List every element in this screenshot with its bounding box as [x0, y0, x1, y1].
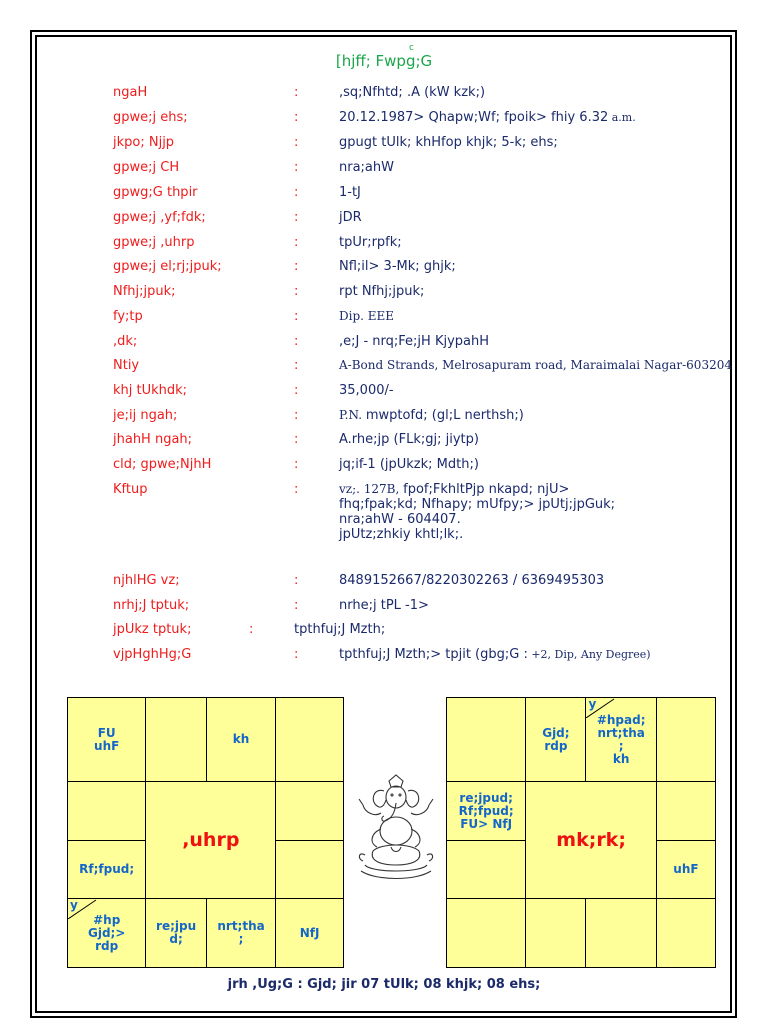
detail-value-text: Nfl;il> 3-Mk; ghjk;: [339, 259, 456, 274]
detail-value: [339, 573, 604, 588]
rasi-cell-text: kh: [232, 732, 250, 746]
detail-value-text: tpthfuj;J Mzth;> tpjit (gbg;G :: [339, 647, 528, 662]
detail-label: njhlHG vz;: [113, 573, 180, 588]
detail-label: cld; gpwe;NjhH: [113, 457, 212, 472]
detail-label: Ntiy: [113, 358, 140, 373]
detail-label: jhahH ngah;: [113, 432, 193, 447]
detail-colon: :: [294, 259, 299, 274]
rasi-cell-1-3: [276, 782, 344, 841]
detail-value: [339, 647, 651, 662]
page-title: [0, 43, 768, 70]
detail-label: Kftup: [113, 482, 148, 497]
detail-label: gpwe;j ehs;: [113, 110, 188, 125]
detail-row: [0, 259, 768, 279]
detail-value-text: ,e;J - nrq;Fe;jH KjypahH: [339, 334, 490, 349]
detail-colon: :: [294, 573, 299, 588]
navamsa-cell-3-1: [526, 899, 586, 968]
detail-value-text: fpof;FkhltPjp nkapd; njU>: [403, 482, 570, 497]
dasa-balance-footer: jrh ,Ug;G : Gjd; jir 07 tUlk; 08 khjk; 08 ehs;: [227, 977, 541, 992]
navamsa-chart: [446, 697, 716, 968]
detail-colon: :: [294, 284, 299, 299]
detail-colon: :: [294, 135, 299, 150]
detail-value-suffix: +2, Dip, Any Degree): [527, 648, 651, 661]
ganesha-illustration: [351, 773, 441, 883]
detail-row: [0, 358, 768, 378]
detail-row: [0, 110, 768, 130]
detail-value: [339, 259, 456, 274]
detail-value: [339, 457, 479, 472]
detail-value-prefix: P.N.: [339, 408, 366, 422]
detail-row: [0, 210, 768, 230]
rasi-cell-3-3: [276, 899, 344, 968]
detail-row: [0, 135, 768, 155]
detail-label: ngaH: [113, 85, 148, 100]
detail-colon: :: [294, 185, 299, 200]
detail-value: [339, 482, 615, 542]
detail-label: vjpHghHg;G: [113, 647, 192, 662]
rasi-cell-2-3: [276, 841, 344, 899]
detail-row: [0, 85, 768, 105]
navamsa-cell-3-3: [656, 899, 715, 968]
detail-value-text: tpUr;rpfk;: [339, 235, 402, 250]
rasi-cell-text: #hp Gjd;> rdp: [87, 912, 126, 953]
detail-value-text: A.rhe;jp (FLk;gj; jiytp): [339, 432, 479, 447]
detail-label: gpwe;j ,uhrp: [113, 235, 195, 250]
detail-label: fy;tp: [113, 309, 143, 324]
detail-value-text: jq;if-1 (jpUkzk; Mdth;): [339, 457, 479, 472]
detail-label: jkpo; Njjp: [113, 135, 175, 150]
rasi-cell-0-1: [146, 698, 206, 782]
detail-row: [0, 383, 768, 403]
rasi-cell-text: FU uhF: [94, 725, 120, 753]
detail-row: [0, 432, 768, 452]
rasi-cell-3-1: [146, 899, 206, 968]
detail-colon: :: [294, 482, 299, 497]
detail-value-text: gpugt tUlk; khHfop khjk; 5-k; ehs;: [339, 135, 558, 150]
navamsa-cell-text: re;jpud; Rf;fpud; FU> NfJ: [458, 790, 514, 831]
address-line: nra;ahW - 604407.: [339, 512, 461, 527]
detail-value: [339, 210, 362, 225]
detail-colon: :: [294, 383, 299, 398]
detail-value-text: 35,000/-: [339, 383, 394, 398]
rasi-chart: [67, 697, 344, 968]
rasi-center: [146, 782, 276, 899]
detail-value-prefix: vz;. 127B,: [339, 482, 404, 496]
detail-row: [0, 647, 768, 667]
detail-value: [339, 432, 479, 447]
detail-value-suffix: a.m.: [608, 111, 636, 124]
navamsa-cell-2-0: [447, 841, 526, 899]
rasi-cell-text: nrt;tha ;: [217, 919, 265, 946]
detail-value: [339, 383, 394, 398]
detail-row: [0, 235, 768, 255]
address-line: fhq;fpak;kd; Nfhapy; mUfpy;> jpUtj;jpGuk;: [339, 497, 616, 512]
detail-value-text: rpt Nfhj;jpuk;: [339, 284, 425, 299]
navamsa-cell-0-1: [526, 698, 586, 782]
detail-row: [0, 408, 768, 428]
detail-value: [339, 160, 394, 175]
detail-label: je;ij ngah;: [113, 408, 178, 423]
rasi-cell-0-3: [276, 698, 344, 782]
detail-colon: :: [294, 457, 299, 472]
rasi-cell-text: Rf;fpud;: [79, 862, 135, 876]
detail-value-text: A-Bond Strands, Melrosapuram road, Maraimalai Nagar-603204: [339, 358, 732, 372]
detail-label: nrhj;J tptuk;: [113, 598, 190, 613]
navamsa-cell-3-2: [586, 899, 656, 968]
rasi-cell-1-0: [68, 782, 146, 841]
detail-value: [339, 235, 402, 250]
navamsa-cell-1-0: [447, 782, 526, 841]
detail-colon: :: [294, 85, 299, 100]
navamsa-center-label: mk;rk;: [556, 828, 626, 851]
detail-value-text: mwptofd; (gl;L nerthsh;): [365, 408, 524, 423]
detail-colon: :: [249, 622, 254, 637]
detail-value-text: 1-tJ: [339, 185, 361, 200]
detail-row: [0, 573, 768, 593]
detail-value-text: ,sq;Nfhtd; .A (kW kzk;): [339, 85, 486, 100]
detail-label: gpwe;j el;rj;jpuk;: [113, 259, 222, 274]
detail-value: [339, 598, 429, 613]
detail-value: [339, 358, 732, 372]
navamsa-cell-mark: y: [588, 697, 597, 711]
detail-value: [339, 85, 485, 100]
detail-label: gpwe;j CH: [113, 160, 180, 175]
rasi-cell-mark: y: [70, 898, 78, 912]
detail-value-text: 8489152667/8220302263 / 6369495303: [339, 573, 605, 588]
detail-colon: :: [294, 408, 299, 423]
detail-value: [339, 135, 558, 150]
navamsa-cell-text: uhF: [673, 862, 699, 876]
detail-colon: :: [294, 309, 299, 324]
detail-row: [0, 284, 768, 304]
rasi-cell-3-2: [206, 899, 275, 968]
detail-label: jpUkz tptuk;: [113, 622, 192, 637]
detail-colon: :: [294, 160, 299, 175]
rasi-cell-text: NfJ: [299, 925, 320, 940]
detail-colon: :: [294, 210, 299, 225]
detail-colon: :: [294, 235, 299, 250]
address-line: jpUtz;zhkiy khtl;lk;.: [339, 527, 464, 542]
navamsa-cell-text: Gjd; rdp: [542, 725, 570, 753]
detail-row: [0, 185, 768, 205]
rasi-cell-2-0: [68, 841, 146, 899]
detail-row: [0, 598, 768, 618]
navamsa-cell-0-2: [586, 698, 656, 782]
detail-value: [339, 309, 394, 323]
detail-colon: :: [294, 432, 299, 447]
navamsa-center: [526, 782, 657, 899]
rasi-cell-0-0: [68, 698, 146, 782]
detail-value-text: tpthfuj;J Mzth;: [294, 622, 386, 637]
detail-colon: :: [294, 647, 299, 662]
navamsa-cell-2-3: [656, 841, 715, 899]
detail-label: gpwg;G thpir: [113, 185, 198, 200]
detail-row: [0, 334, 768, 354]
detail-value: [339, 408, 524, 423]
detail-value-text: nrhe;j tPL -1>: [339, 598, 429, 613]
detail-value-text: 20.12.1987> Qhapw;Wf; fpoik> fhiy 6.32: [339, 110, 609, 125]
detail-colon: :: [294, 358, 299, 373]
rasi-center-label: ,uhrp: [182, 828, 240, 851]
rasi-cell-3-0: [68, 899, 146, 968]
navamsa-cell-0-3: [656, 698, 715, 782]
rasi-cell-text: re;jpu d;: [156, 919, 197, 946]
detail-label: gpwe;j ,yf;fdk;: [113, 210, 206, 225]
detail-value-text: Dip. EEE: [339, 309, 395, 323]
navamsa-cell-text: #hpad; nrt;tha ; kh: [596, 712, 646, 766]
detail-row: [0, 309, 768, 329]
detail-label: khj tUkhdk;: [113, 383, 188, 398]
detail-row: [0, 457, 768, 477]
detail-value: [294, 622, 385, 637]
detail-value: [339, 284, 424, 299]
rasi-cell-0-2: [206, 698, 275, 782]
detail-value: [339, 185, 361, 200]
detail-label: Nfhj;jpuk;: [113, 284, 176, 299]
detail-row: [0, 160, 768, 180]
navamsa-cell-1-3: [656, 782, 715, 841]
detail-value-text: jDR: [339, 210, 362, 225]
detail-colon: :: [294, 334, 299, 349]
detail-value-text: nra;ahW: [339, 160, 394, 175]
detail-value: [339, 334, 489, 349]
detail-colon: :: [294, 110, 299, 125]
detail-colon: :: [294, 598, 299, 613]
detail-value: [339, 110, 636, 125]
navamsa-cell-3-0: [447, 899, 526, 968]
navamsa-cell-0-0: [447, 698, 526, 782]
title-text: [hjff; Fwpg;G: [335, 52, 433, 70]
detail-label: ,dk;: [113, 334, 138, 349]
title-mark: c: [409, 43, 414, 53]
detail-row: [0, 482, 768, 542]
detail-row: [0, 622, 768, 642]
